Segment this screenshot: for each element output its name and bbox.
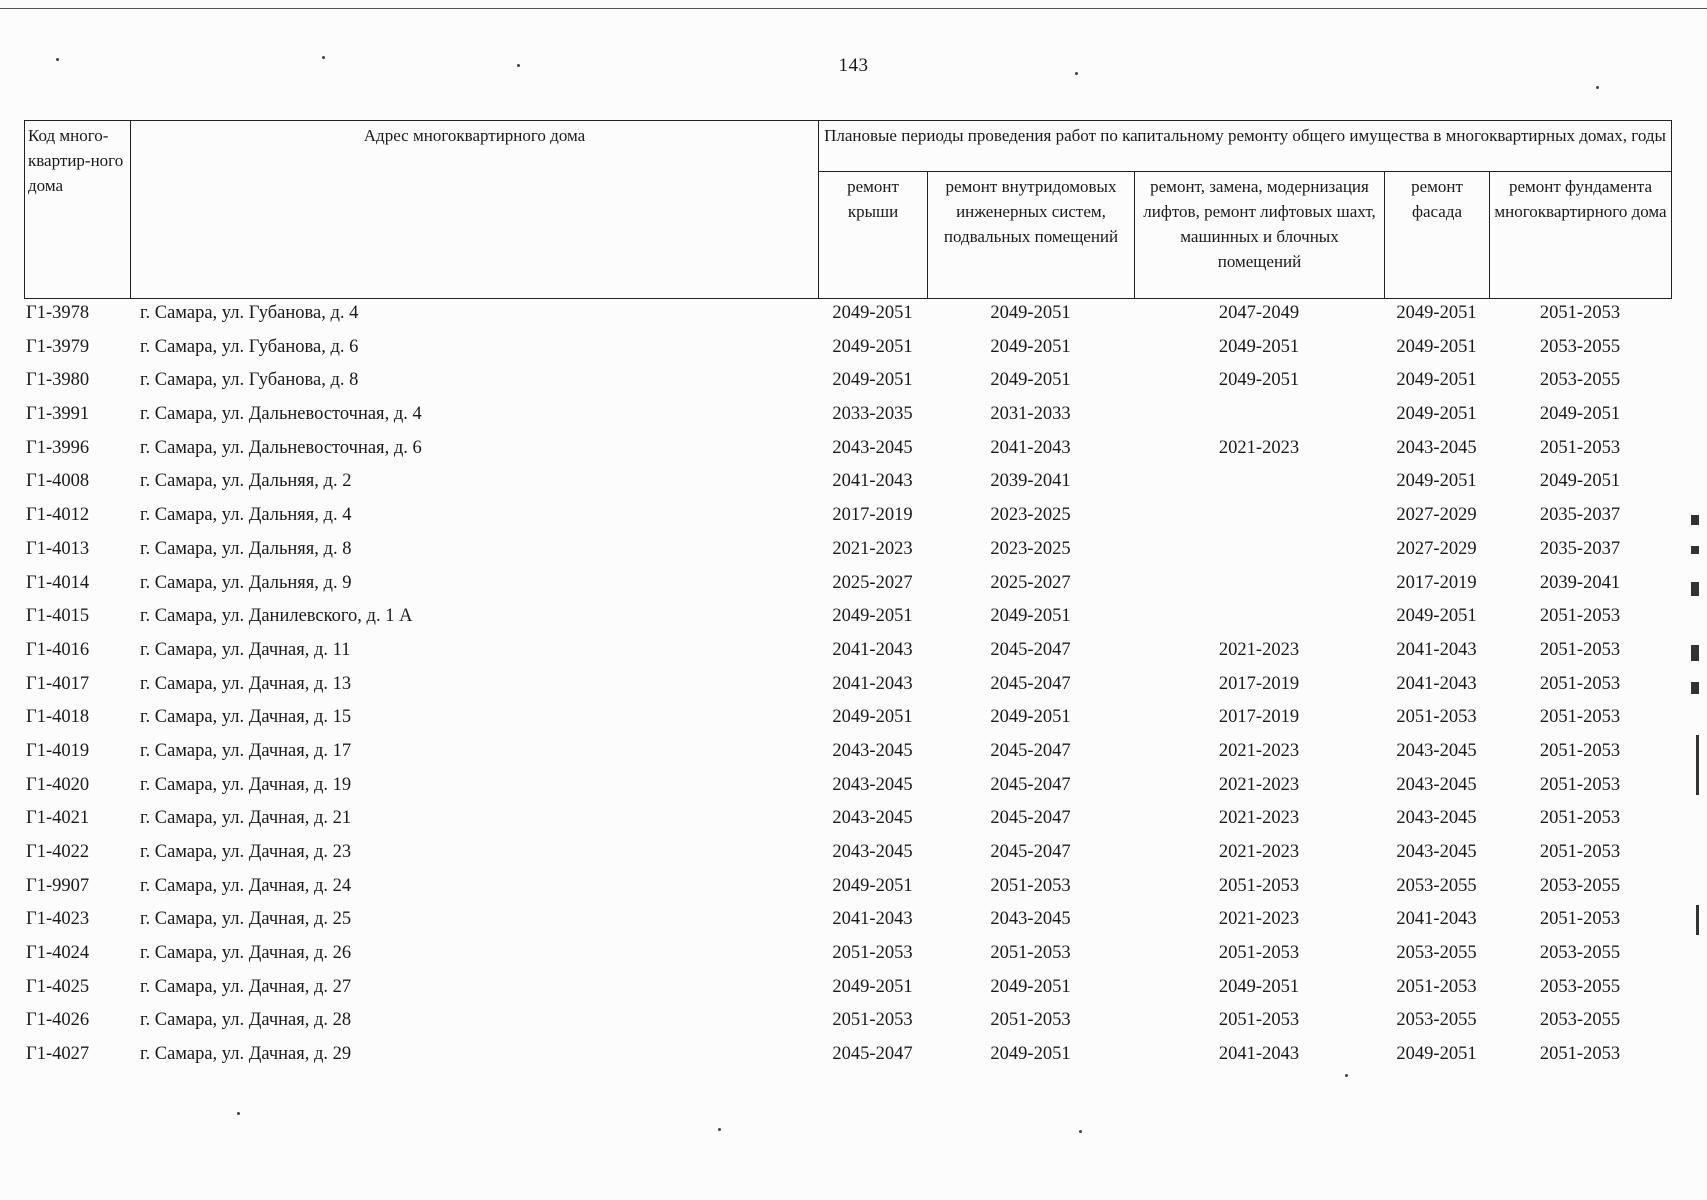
top-scan-rule bbox=[0, 8, 1707, 9]
cell-address: г. Самара, ул. Дачная, д. 13 bbox=[140, 673, 352, 694]
table-row bbox=[24, 943, 1671, 977]
table-row bbox=[24, 606, 1671, 640]
cell-foundation: 2053-2055 bbox=[1539, 370, 1621, 391]
cell-roof: 2033-2035 bbox=[832, 404, 913, 425]
cell-elevators: 2021-2023 bbox=[1218, 639, 1300, 660]
cell-code: Г1-3978 bbox=[26, 303, 90, 323]
scan-edge-mark bbox=[1696, 905, 1699, 935]
cell-address: г. Самара, ул. Губанова, д. 4 bbox=[140, 303, 359, 323]
cell-roof: 2043-2045 bbox=[832, 774, 913, 795]
cell-address: г. Самара, ул. Дачная, д. 24 bbox=[140, 875, 352, 896]
cell-roof: 2041-2043 bbox=[832, 471, 913, 492]
cell-roof: 2043-2045 bbox=[832, 808, 913, 829]
cell-roof: 2017-2019 bbox=[832, 505, 913, 526]
cell-engineering: 2049-2051 bbox=[990, 606, 1071, 627]
cell-facade: 2017-2019 bbox=[1396, 572, 1477, 593]
table-row bbox=[24, 438, 1671, 472]
cell-address: г. Самара, ул. Дальняя, д. 8 bbox=[140, 538, 352, 559]
cell-engineering: 2045-2047 bbox=[990, 808, 1071, 829]
header-code: Код много-квартир-ного дома bbox=[25, 121, 131, 299]
table-row bbox=[24, 707, 1671, 741]
cell-engineering: 2049-2051 bbox=[990, 370, 1071, 391]
cell-engineering: 2049-2051 bbox=[990, 707, 1071, 728]
cell-address: г. Самара, ул. Данилевского, д. 1 А bbox=[140, 606, 413, 627]
cell-address: г. Самара, ул. Дальневосточная, д. 4 bbox=[140, 404, 422, 425]
cell-facade: 2049-2051 bbox=[1396, 471, 1477, 492]
cell-code: Г1-4013 bbox=[26, 538, 90, 559]
cell-code: Г1-4018 bbox=[26, 707, 90, 728]
cell-facade: 2041-2043 bbox=[1396, 639, 1477, 660]
table-row bbox=[24, 1010, 1671, 1044]
scan-speck bbox=[1345, 1074, 1348, 1077]
cell-address: г. Самара, ул. Дачная, д. 17 bbox=[140, 740, 352, 761]
scan-edge-mark bbox=[1696, 735, 1699, 795]
cell-elevators: 2049-2051 bbox=[1218, 976, 1300, 997]
cell-elevators: 2021-2023 bbox=[1218, 842, 1300, 862]
cell-engineering: 2023-2025 bbox=[990, 505, 1071, 526]
cell-code: Г1-4025 bbox=[26, 976, 90, 997]
cell-facade: 2049-2051 bbox=[1396, 404, 1477, 425]
header-roof: ремонт крыши bbox=[819, 172, 928, 299]
cell-facade: 2049-2051 bbox=[1396, 606, 1477, 627]
cell-engineering: 2045-2047 bbox=[990, 842, 1071, 862]
cell-engineering: 2051-2053 bbox=[990, 943, 1071, 964]
cell-elevators bbox=[1134, 505, 1384, 539]
cell-address: г. Самара, ул. Губанова, д. 8 bbox=[140, 370, 359, 391]
cell-facade: 2051-2053 bbox=[1396, 976, 1477, 997]
cell-elevators: 2049-2051 bbox=[1218, 370, 1300, 391]
cell-foundation: 2053-2055 bbox=[1539, 875, 1621, 896]
cell-roof: 2025-2027 bbox=[832, 572, 913, 593]
header-foundation: ремонт фундамента многоквартирного дома bbox=[1490, 172, 1672, 299]
cell-elevators: 2051-2053 bbox=[1218, 875, 1300, 896]
cell-roof: 2049-2051 bbox=[832, 606, 913, 627]
cell-engineering: 2043-2045 bbox=[990, 909, 1071, 930]
table-row bbox=[24, 1044, 1671, 1078]
cell-address: г. Самара, ул. Дачная, д. 29 bbox=[140, 1044, 352, 1065]
scan-speck bbox=[322, 56, 325, 59]
cell-elevators: 2017-2019 bbox=[1218, 707, 1300, 728]
cell-engineering: 2049-2051 bbox=[990, 976, 1071, 997]
table-row bbox=[24, 876, 1671, 910]
cell-address: г. Самара, ул. Дачная, д. 11 bbox=[140, 639, 351, 660]
table-row bbox=[24, 303, 1671, 337]
cell-code: Г1-4012 bbox=[26, 505, 90, 526]
cell-code: Г1-4022 bbox=[26, 842, 90, 862]
cell-address: г. Самара, ул. Дачная, д. 27 bbox=[140, 976, 352, 997]
cell-engineering: 2041-2043 bbox=[990, 437, 1071, 458]
cell-facade: 2053-2055 bbox=[1396, 943, 1477, 964]
table-row bbox=[24, 977, 1671, 1011]
cell-elevators bbox=[1134, 539, 1384, 573]
cell-address: г. Самара, ул. Дачная, д. 25 bbox=[140, 909, 352, 930]
cell-address: г. Самара, ул. Губанова, д. 6 bbox=[140, 336, 359, 357]
cell-facade: 2041-2043 bbox=[1396, 673, 1477, 694]
cell-code: Г1-3980 bbox=[26, 370, 90, 391]
cell-engineering: 2049-2051 bbox=[990, 1044, 1071, 1065]
cell-code: Г1-9907 bbox=[26, 875, 90, 896]
cell-foundation: 2051-2053 bbox=[1539, 437, 1621, 458]
scan-speck bbox=[1079, 1130, 1082, 1133]
cell-engineering: 2049-2051 bbox=[990, 303, 1071, 323]
cell-facade: 2049-2051 bbox=[1396, 303, 1477, 323]
cell-foundation: 2039-2041 bbox=[1539, 572, 1621, 593]
cell-elevators: 2051-2053 bbox=[1218, 1010, 1300, 1031]
cell-facade: 2043-2045 bbox=[1396, 808, 1477, 829]
scan-edge-mark bbox=[1691, 645, 1699, 661]
cell-elevators bbox=[1134, 471, 1384, 505]
table-row bbox=[24, 775, 1671, 809]
header-facade: ремонт фасада bbox=[1385, 172, 1490, 299]
cell-facade: 2051-2053 bbox=[1396, 707, 1477, 728]
cell-roof: 2051-2053 bbox=[832, 943, 913, 964]
table-row bbox=[24, 404, 1671, 438]
cell-facade: 2043-2045 bbox=[1396, 842, 1477, 862]
cell-foundation: 2051-2053 bbox=[1539, 909, 1621, 930]
scan-speck bbox=[1596, 86, 1599, 89]
cell-code: Г1-4023 bbox=[26, 909, 90, 930]
cell-elevators bbox=[1134, 606, 1384, 640]
header-address: Адрес многоквартирного дома bbox=[131, 121, 819, 299]
cell-elevators: 2017-2019 bbox=[1218, 673, 1300, 694]
scan-speck bbox=[1075, 72, 1078, 75]
cell-address: г. Самара, ул. Дачная, д. 28 bbox=[140, 1010, 352, 1031]
cell-engineering: 2049-2051 bbox=[990, 336, 1071, 357]
cell-engineering: 2045-2047 bbox=[990, 673, 1071, 694]
page-number: 143 bbox=[838, 55, 869, 76]
cell-code: Г1-3991 bbox=[26, 404, 90, 425]
table-row bbox=[24, 471, 1671, 505]
data-table bbox=[24, 303, 1671, 1078]
cell-code: Г1-3996 bbox=[26, 437, 90, 458]
cell-foundation: 2035-2037 bbox=[1539, 505, 1621, 526]
scan-edge-mark bbox=[1691, 546, 1699, 554]
cell-foundation: 2035-2037 bbox=[1539, 538, 1621, 559]
cell-foundation: 2051-2053 bbox=[1539, 774, 1621, 795]
cell-engineering: 2031-2033 bbox=[990, 404, 1071, 425]
cell-code: Г1-3979 bbox=[26, 336, 90, 357]
cell-foundation: 2049-2051 bbox=[1539, 471, 1621, 492]
cell-code: Г1-4008 bbox=[26, 471, 90, 492]
cell-address: г. Самара, ул. Дачная, д. 23 bbox=[140, 842, 352, 862]
cell-roof: 2041-2043 bbox=[832, 909, 913, 930]
cell-code: Г1-4026 bbox=[26, 1010, 90, 1031]
cell-elevators bbox=[1134, 404, 1384, 438]
cell-foundation: 2051-2053 bbox=[1539, 303, 1621, 323]
cell-elevators: 2047-2049 bbox=[1218, 303, 1300, 323]
cell-code: Г1-4027 bbox=[26, 1044, 90, 1065]
cell-roof: 2041-2043 bbox=[832, 673, 913, 694]
header-engineering: ремонт внутридомовых инженерных систем, подвальных помещений bbox=[928, 172, 1135, 299]
cell-roof: 2049-2051 bbox=[832, 303, 913, 323]
cell-elevators: 2021-2023 bbox=[1218, 909, 1300, 930]
cell-foundation: 2051-2053 bbox=[1539, 707, 1621, 728]
cell-roof: 2043-2045 bbox=[832, 437, 913, 458]
cell-engineering: 2051-2053 bbox=[990, 875, 1071, 896]
cell-facade: 2049-2051 bbox=[1396, 370, 1477, 391]
cell-engineering: 2045-2047 bbox=[990, 740, 1071, 761]
scan-speck bbox=[718, 1128, 721, 1131]
cell-address: г. Самара, ул. Дальневосточная, д. 6 bbox=[140, 437, 422, 458]
cell-engineering: 2051-2053 bbox=[990, 1010, 1071, 1031]
cell-roof: 2049-2051 bbox=[832, 976, 913, 997]
table-header bbox=[24, 120, 1672, 299]
cell-code: Г1-4017 bbox=[26, 673, 90, 694]
cell-engineering: 2045-2047 bbox=[990, 639, 1071, 660]
cell-facade: 2041-2043 bbox=[1396, 909, 1477, 930]
cell-foundation: 2051-2053 bbox=[1539, 673, 1621, 694]
cell-elevators bbox=[1134, 573, 1384, 607]
table-row bbox=[24, 909, 1671, 943]
scan-edge-mark bbox=[1691, 515, 1699, 525]
cell-elevators: 2021-2023 bbox=[1218, 740, 1300, 761]
cell-roof: 2043-2045 bbox=[832, 740, 913, 761]
cell-address: г. Самара, ул. Дальняя, д. 4 bbox=[140, 505, 352, 526]
table-row bbox=[24, 505, 1671, 539]
cell-roof: 2049-2051 bbox=[832, 370, 913, 391]
header-planned-periods: Плановые периоды проведения работ по капитальному ремонту общего имущества в многоквартирных домах, годы bbox=[819, 121, 1672, 172]
cell-roof: 2045-2047 bbox=[832, 1044, 913, 1065]
cell-foundation: 2051-2053 bbox=[1539, 1044, 1621, 1065]
cell-code: Г1-4024 bbox=[26, 943, 90, 964]
cell-engineering: 2045-2047 bbox=[990, 774, 1071, 795]
cell-engineering: 2023-2025 bbox=[990, 538, 1071, 559]
cell-facade: 2027-2029 bbox=[1396, 505, 1477, 526]
cell-foundation: 2049-2051 bbox=[1539, 404, 1621, 425]
cell-code: Г1-4014 bbox=[26, 572, 90, 593]
table-row bbox=[24, 674, 1671, 708]
header-elevators: ремонт, замена, модернизация лифтов, ремонт лифтовых шахт, машинных и блочных помещений bbox=[1135, 172, 1385, 299]
cell-code: Г1-4020 bbox=[26, 774, 90, 795]
cell-address: г. Самара, ул. Дальняя, д. 9 bbox=[140, 572, 352, 593]
cell-roof: 2021-2023 bbox=[832, 538, 913, 559]
cell-facade: 2049-2051 bbox=[1396, 336, 1477, 357]
cell-roof: 2041-2043 bbox=[832, 639, 913, 660]
cell-address: г. Самара, ул. Дачная, д. 19 bbox=[140, 774, 352, 795]
cell-address: г. Самара, ул. Дачная, д. 26 bbox=[140, 943, 352, 964]
cell-engineering: 2039-2041 bbox=[990, 471, 1071, 492]
cell-roof: 2049-2051 bbox=[832, 707, 913, 728]
table-row bbox=[24, 842, 1671, 876]
cell-foundation: 2053-2055 bbox=[1539, 943, 1621, 964]
cell-elevators: 2021-2023 bbox=[1218, 808, 1300, 829]
cell-code: Г1-4021 bbox=[26, 808, 90, 829]
cell-code: Г1-4019 bbox=[26, 740, 90, 761]
cell-elevators: 2049-2051 bbox=[1218, 336, 1300, 357]
scan-speck bbox=[56, 58, 59, 61]
cell-foundation: 2051-2053 bbox=[1539, 639, 1621, 660]
table-row bbox=[24, 808, 1671, 842]
cell-facade: 2027-2029 bbox=[1396, 538, 1477, 559]
cell-facade: 2049-2051 bbox=[1396, 1044, 1477, 1065]
cell-address: г. Самара, ул. Дачная, д. 21 bbox=[140, 808, 352, 829]
table-row bbox=[24, 370, 1671, 404]
cell-facade: 2043-2045 bbox=[1396, 740, 1477, 761]
cell-facade: 2053-2055 bbox=[1396, 1010, 1477, 1031]
table-body bbox=[24, 303, 1671, 1078]
scan-edge-mark bbox=[1691, 682, 1699, 694]
cell-facade: 2043-2045 bbox=[1396, 437, 1477, 458]
cell-elevators: 2021-2023 bbox=[1218, 437, 1300, 458]
cell-foundation: 2053-2055 bbox=[1539, 336, 1621, 357]
cell-foundation: 2051-2053 bbox=[1539, 740, 1621, 761]
cell-foundation: 2053-2055 bbox=[1539, 1010, 1621, 1031]
cell-roof: 2051-2053 bbox=[832, 1010, 913, 1031]
cell-roof: 2043-2045 bbox=[832, 842, 913, 862]
table-row bbox=[24, 337, 1671, 371]
cell-facade: 2043-2045 bbox=[1396, 774, 1477, 795]
cell-roof: 2049-2051 bbox=[832, 875, 913, 896]
cell-code: Г1-4016 bbox=[26, 639, 90, 660]
cell-roof: 2049-2051 bbox=[832, 336, 913, 357]
cell-facade: 2053-2055 bbox=[1396, 875, 1477, 896]
cell-code: Г1-4015 bbox=[26, 606, 90, 627]
cell-elevators: 2051-2053 bbox=[1218, 943, 1300, 964]
scan-speck bbox=[237, 1112, 240, 1115]
cell-foundation: 2053-2055 bbox=[1539, 976, 1621, 997]
cell-address: г. Самара, ул. Дальняя, д. 2 bbox=[140, 471, 352, 492]
cell-elevators: 2041-2043 bbox=[1218, 1044, 1300, 1065]
table-row bbox=[24, 741, 1671, 775]
cell-engineering: 2025-2027 bbox=[990, 572, 1071, 593]
cell-foundation: 2051-2053 bbox=[1539, 808, 1621, 829]
cell-address: г. Самара, ул. Дачная, д. 15 bbox=[140, 707, 352, 728]
table-row bbox=[24, 539, 1671, 573]
table-row bbox=[24, 640, 1671, 674]
cell-foundation: 2051-2053 bbox=[1539, 606, 1621, 627]
cell-foundation: 2051-2053 bbox=[1539, 842, 1621, 862]
cell-elevators: 2021-2023 bbox=[1218, 774, 1300, 795]
scan-speck bbox=[517, 64, 520, 67]
table-row bbox=[24, 573, 1671, 607]
scan-edge-mark bbox=[1691, 582, 1699, 596]
